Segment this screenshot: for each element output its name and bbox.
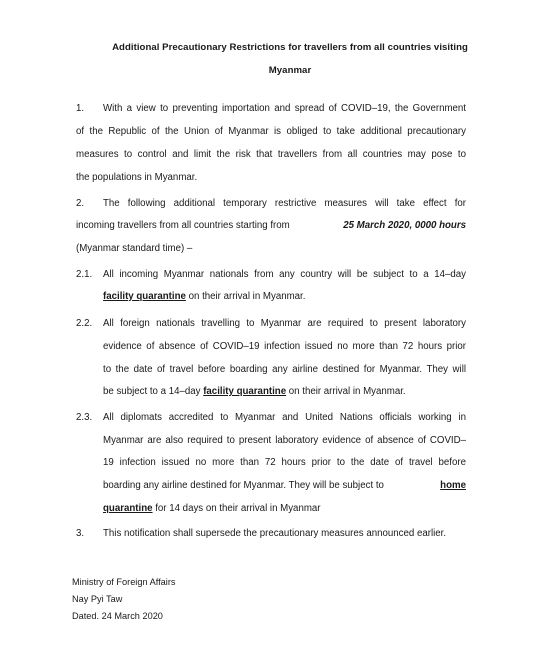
para-2-1-line-2-text: on their arrival in Myanmar. [185, 291, 306, 302]
facility-quarantine-term: facility quarantine [103, 291, 186, 302]
para-1-line-3: measures to control and limit the risk that travellers from all countries may pose to [76, 149, 466, 160]
para-2-1-line-2 [103, 291, 305, 303]
para-2-line-3: (Myanmar standard time) – [76, 243, 193, 254]
issuing-city: Nay Pyi Taw [72, 594, 123, 604]
para-2-3-line-4 [103, 480, 466, 492]
home-quarantine-term: quarantine [103, 503, 153, 514]
para-2-1-number: 2.1. [76, 269, 93, 280]
issuing-ministry: Ministry of Foreign Affairs [72, 577, 176, 587]
effective-date: 25 March 2020, 0000 hours [343, 220, 466, 231]
para-2-3-number: 2.3. [76, 412, 93, 423]
document-title-line-1: Additional Precautionary Restrictions for travellers from all countries visiting [112, 42, 468, 53]
para-2-3-line-5-text: for 14 days on their arrival in Myanmar [152, 503, 321, 514]
para-2-2-line-4-text: be subject to a 14–day [103, 386, 204, 397]
para-2-1-line-1: All incoming Myanmar nationals from any country will be subject to a 14–day [103, 269, 466, 280]
document-title-line-2: Myanmar [268, 65, 312, 76]
para-1-line-1: With a view to preventing importation and spread of COVID–19, the Government [103, 103, 466, 114]
para-2-3-line-4-text: boarding any airline destined for Myanmar. They will be subject to [103, 480, 384, 491]
para-2-3-line-3: 19 infection issued no more than 72 hours prior to the date of travel before [103, 457, 466, 468]
document-date: Dated. 24 March 2020 [72, 611, 163, 621]
para-2-2-line-3: to the date of travel before boarding any airline destined for Myanmar. They will [103, 364, 466, 375]
para-2-2-line-1: All foreign nationals travelling to Myanmar are required to present laboratory [103, 318, 466, 329]
para-2-2-line-4-rest: on their arrival in Myanmar. [286, 386, 406, 397]
para-2-line-2-text: incoming travellers from all countries starting from [76, 220, 290, 231]
facility-quarantine-term: facility quarantine [203, 386, 287, 397]
para-2-2-line-2: evidence of absence of COVID–19 infection issued no more than 72 hours prior [103, 341, 466, 352]
para-2-number: 2. [76, 198, 85, 209]
para-1-line-2: of the Republic of the Union of Myanmar is obliged to take additional precautionary [76, 126, 466, 137]
para-1-number: 1. [76, 103, 85, 114]
para-2-2-number: 2.2. [76, 318, 93, 329]
para-2-line-1: The following additional temporary restrictive measures will take effect for [103, 198, 466, 209]
para-2-2-line-4 [103, 386, 406, 398]
para-2-line-2 [76, 220, 466, 232]
para-2-3-line-5 [103, 503, 321, 515]
para-2-3-line-1: All diplomats accredited to Myanmar and United Nations officials working in [103, 412, 466, 423]
para-2-3-line-2: Myanmar are also required to present laboratory evidence of absence of COVID– [103, 435, 466, 446]
home-quarantine-term: home [440, 480, 466, 491]
para-1-line-4: the populations in Myanmar. [76, 172, 198, 183]
para-3-line-1: This notification shall supersede the precautionary measures announced earlier. [103, 528, 447, 539]
para-3-number: 3. [76, 528, 85, 539]
